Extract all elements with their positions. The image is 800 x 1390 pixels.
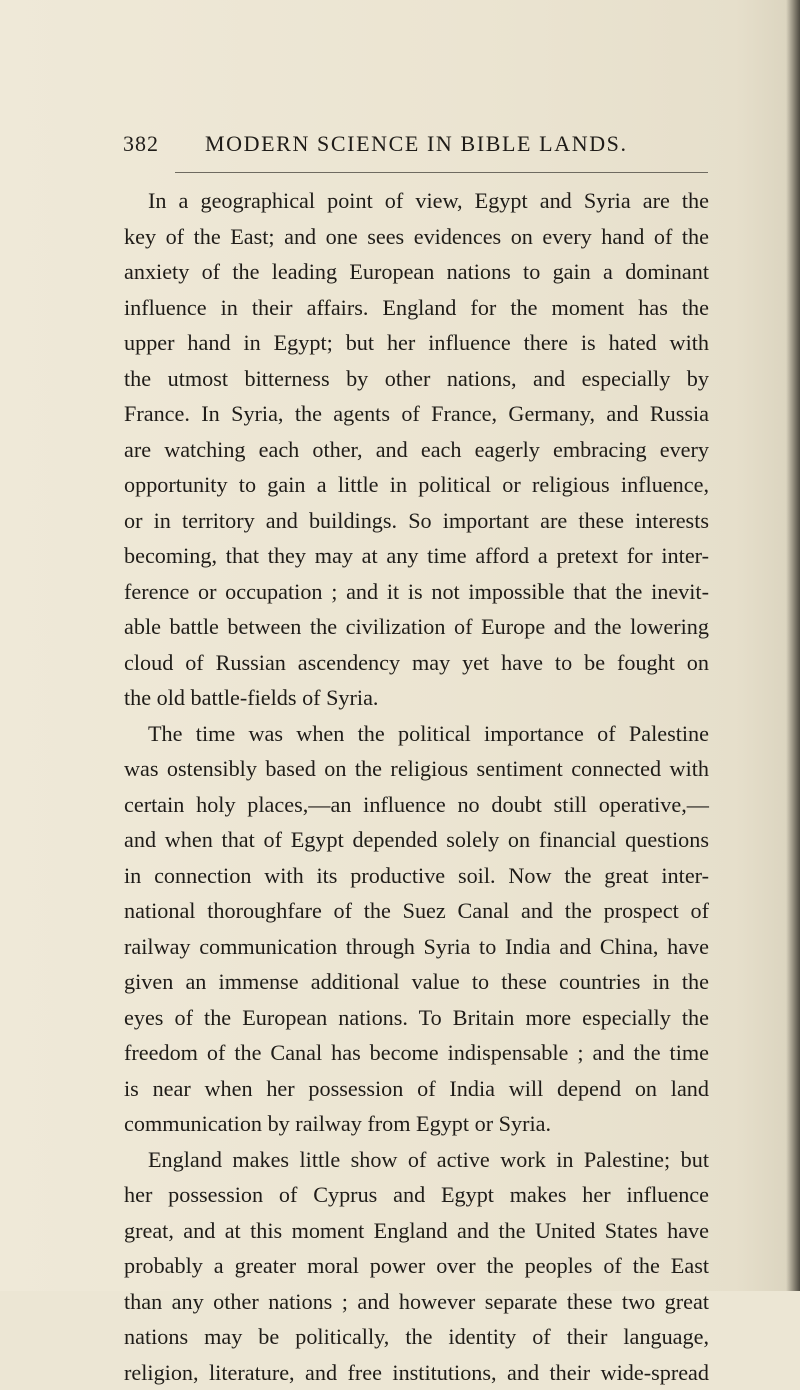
text-line: or in territory and buildings. So important are these interests xyxy=(124,503,709,539)
running-head xyxy=(123,131,723,167)
text-line: ference or occupation ; and it is not impossible that the inevit- xyxy=(124,574,709,610)
text-line: influence in their affairs. England for the moment has the xyxy=(124,290,709,326)
text-line: freedom of the Canal has become indispensable ; and the time xyxy=(124,1035,709,1071)
text-line: probably a greater moral power over the peoples of the East xyxy=(124,1248,709,1284)
text-line: nations may be politically, the identity of their language, xyxy=(124,1319,709,1355)
text-line: religion, literature, and free institutions, and their wide-spread xyxy=(124,1355,709,1390)
text-line: the old battle-fields of Syria. xyxy=(124,680,709,716)
text-line: given an immense additional value to these countries in the xyxy=(124,964,709,1000)
text-line: able battle between the civilization of Europe and the lowering xyxy=(124,609,709,645)
text-line: The time was when the political importance of Palestine xyxy=(124,716,709,752)
text-line: cloud of Russian ascendency may yet have to be fought on xyxy=(124,645,709,681)
text-line: becoming, that they may at any time afford a pretext for inter- xyxy=(124,538,709,574)
text-line: national thoroughfare of the Suez Canal and the prospect of xyxy=(124,893,709,929)
text-line: is near when her possession of India will depend on land xyxy=(124,1071,709,1107)
text-line: upper hand in Egypt; but her influence there is hated with xyxy=(124,325,709,361)
text-line: communication by railway from Egypt or Syria. xyxy=(124,1106,709,1142)
text-line: key of the East; and one sees evidences on every hand of the xyxy=(124,219,709,255)
text-line: her possession of Cyprus and Egypt makes her influence xyxy=(124,1177,709,1213)
text-line: are watching each other, and each eagerly embracing every xyxy=(124,432,709,468)
page-number: 382 xyxy=(123,131,159,157)
running-title: MODERN SCIENCE IN BIBLE LANDS. xyxy=(205,131,628,157)
text-line: In a geographical point of view, Egypt and Syria are the xyxy=(124,183,709,219)
text-line: certain holy places,—an influence no doubt still operative,— xyxy=(124,787,709,823)
page-edge-shadow xyxy=(786,0,800,1291)
text-line: anxiety of the leading European nations to gain a dominant xyxy=(124,254,709,290)
text-line: great, and at this moment England and the United States have xyxy=(124,1213,709,1249)
text-line: opportunity to gain a little in political or religious influence, xyxy=(124,467,709,503)
text-line: the utmost bitterness by other nations, and especially by xyxy=(124,361,709,397)
text-line: France. In Syria, the agents of France, Germany, and Russia xyxy=(124,396,709,432)
text-line: and when that of Egypt depended solely on financial questions xyxy=(124,822,709,858)
text-line: railway communication through Syria to India and China, have xyxy=(124,929,709,965)
text-line: than any other nations ; and however separate these two great xyxy=(124,1284,709,1320)
text-line: eyes of the European nations. To Britain more especially the xyxy=(124,1000,709,1036)
text-line: England makes little show of active work in Palestine; but xyxy=(124,1142,709,1178)
text-line: in connection with its productive soil. Now the great inter- xyxy=(124,858,709,894)
body-text xyxy=(124,183,709,1390)
header-rule xyxy=(175,172,708,173)
text-line: was ostensibly based on the religious sentiment connected with xyxy=(124,751,709,787)
